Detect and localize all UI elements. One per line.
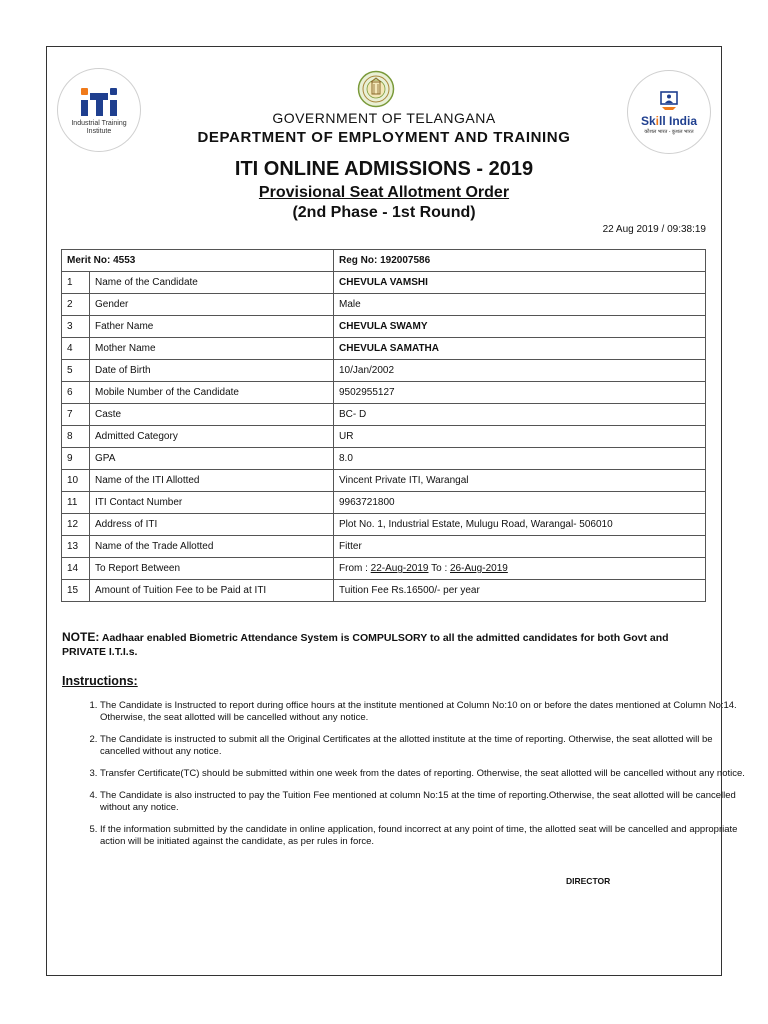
telangana-emblem-icon <box>357 70 395 108</box>
row-number: 6 <box>62 382 90 404</box>
row-value: Male <box>334 294 706 316</box>
row-value: Fitter <box>334 536 706 558</box>
row-value: 8.0 <box>334 448 706 470</box>
instruction-item: 5. If the information submitted by the candidate in online application, found incorrect at any point of time, the allotted seat will be cancelled and appropriate action will be initiated against the candidate, as per rules in force. <box>100 824 748 848</box>
row-number: 5 <box>62 360 90 382</box>
row-number: 13 <box>62 536 90 558</box>
row-number: 4 <box>62 338 90 360</box>
row-number: 7 <box>62 404 90 426</box>
table-row <box>62 470 706 492</box>
report-from-prefix: From : <box>339 563 371 574</box>
table-row <box>62 558 706 580</box>
table-row <box>62 580 706 602</box>
director-signature-label: DIRECTOR <box>566 876 611 886</box>
row-label: Name of the ITI Allotted <box>90 470 334 492</box>
instructions-list <box>62 690 748 848</box>
row-number: 10 <box>62 470 90 492</box>
row-value: 10/Jan/2002 <box>334 360 706 382</box>
row-number: 1 <box>62 272 90 294</box>
table-row <box>62 426 706 448</box>
row-label: Gender <box>90 294 334 316</box>
report-to-prefix: To : <box>428 563 450 574</box>
instruction-item: 4. The Candidate is also instructed to pay the Tuition Fee mentioned at column No:15 at the time of reporting.Otherwise, the seat allotted will be cancelled without any notice. <box>100 790 748 814</box>
row-value: Plot No. 1, Industrial Estate, Mulugu Road, Warangal- 506010 <box>334 514 706 536</box>
row-value: CHEVULA VAMSHI <box>334 272 706 294</box>
row-value: CHEVULA SWAMY <box>334 316 706 338</box>
biometric-note <box>62 630 712 659</box>
note-text: Aadhaar enabled Biometric Attendance System is COMPULSORY to all the admitted candidates for both Govt and PRIVATE I.T.I.s. <box>62 632 669 658</box>
table-row <box>62 492 706 514</box>
skill-india-wordmark: Skill India <box>640 113 698 128</box>
row-label: Mother Name <box>90 338 334 360</box>
instruction-item: 1. The Candidate is Instructed to report during office hours at the institute mentioned at Column No:10 on or before the dates mentioned at Column No:14. Otherwise, the seat allotted will be cancelled without any notice. <box>100 700 748 724</box>
table-row <box>62 514 706 536</box>
phase-label: (2nd Phase - 1st Round) <box>292 204 476 221</box>
table-row <box>62 360 706 382</box>
row-label: Address of ITI <box>90 514 334 536</box>
skill-india-tagline: कौशल भारत - कुशल भारत <box>644 128 694 135</box>
document-title: ITI ONLINE ADMISSIONS - 2019 <box>234 158 534 180</box>
note-lead: NOTE: <box>62 630 100 644</box>
report-from-date: 22-Aug-2019 <box>370 563 429 574</box>
table-row <box>62 536 706 558</box>
department-name: DEPARTMENT OF EMPLOYMENT AND TRAINING <box>197 129 571 146</box>
row-number: 8 <box>62 426 90 448</box>
skill-india-figure-icon <box>658 90 680 112</box>
report-to-date: 26-Aug-2019 <box>450 563 508 574</box>
document-subtitle: Provisional Seat Allotment Order <box>258 184 510 201</box>
row-label: Caste <box>90 404 334 426</box>
instruction-item: 3. Transfer Certificate(TC) should be submitted within one week from the dates of reporting. Otherwise, the seat allotted will be cancelled without any notice. <box>100 768 748 780</box>
row-label: Name of the Trade Allotted <box>90 536 334 558</box>
row-number: 15 <box>62 580 90 602</box>
table-header-row <box>62 250 706 272</box>
table-row <box>62 338 706 360</box>
row-value: Vincent Private ITI, Warangal <box>334 470 706 492</box>
row-value: UR <box>334 426 706 448</box>
row-number: 9 <box>62 448 90 470</box>
row-label: Date of Birth <box>90 360 334 382</box>
row-number: 14 <box>62 558 90 580</box>
row-number: 11 <box>62 492 90 514</box>
allotment-table <box>61 249 706 602</box>
table-row <box>62 382 706 404</box>
row-value <box>334 558 706 580</box>
table-row <box>62 404 706 426</box>
row-label: GPA <box>90 448 334 470</box>
row-label: Amount of Tuition Fee to be Paid at ITI <box>90 580 334 602</box>
row-label: Admitted Category <box>90 426 334 448</box>
iti-logo-caption: Industrial Training Institute <box>71 120 127 135</box>
row-value: 9502955127 <box>334 382 706 404</box>
merit-number: Merit No: 4553 <box>62 250 334 272</box>
row-number: 12 <box>62 514 90 536</box>
table-row <box>62 316 706 338</box>
table-row <box>62 294 706 316</box>
row-value: CHEVULA SAMATHA <box>334 338 706 360</box>
registration-number: Reg No: 192007586 <box>334 250 706 272</box>
issue-timestamp: 22 Aug 2019 / 09:38:19 <box>602 224 706 235</box>
row-value: BC- D <box>334 404 706 426</box>
row-label: Name of the Candidate <box>90 272 334 294</box>
instructions-heading: Instructions: <box>62 674 138 688</box>
row-number: 2 <box>62 294 90 316</box>
row-value: 9963721800 <box>334 492 706 514</box>
row-label: ITI Contact Number <box>90 492 334 514</box>
instruction-item: 2. The Candidate is instructed to submit all the Original Certificates at the allotted institute at the time of reporting. Otherwise, the seat allotted will be cancelled without any notice. <box>100 734 748 758</box>
table-row <box>62 448 706 470</box>
table-row <box>62 272 706 294</box>
row-label: Mobile Number of the Candidate <box>90 382 334 404</box>
row-label: To Report Between <box>90 558 334 580</box>
row-number: 3 <box>62 316 90 338</box>
government-name: GOVERNMENT OF TELANGANA <box>272 110 496 126</box>
row-label: Father Name <box>90 316 334 338</box>
row-value: Tuition Fee Rs.16500/- per year <box>334 580 706 602</box>
